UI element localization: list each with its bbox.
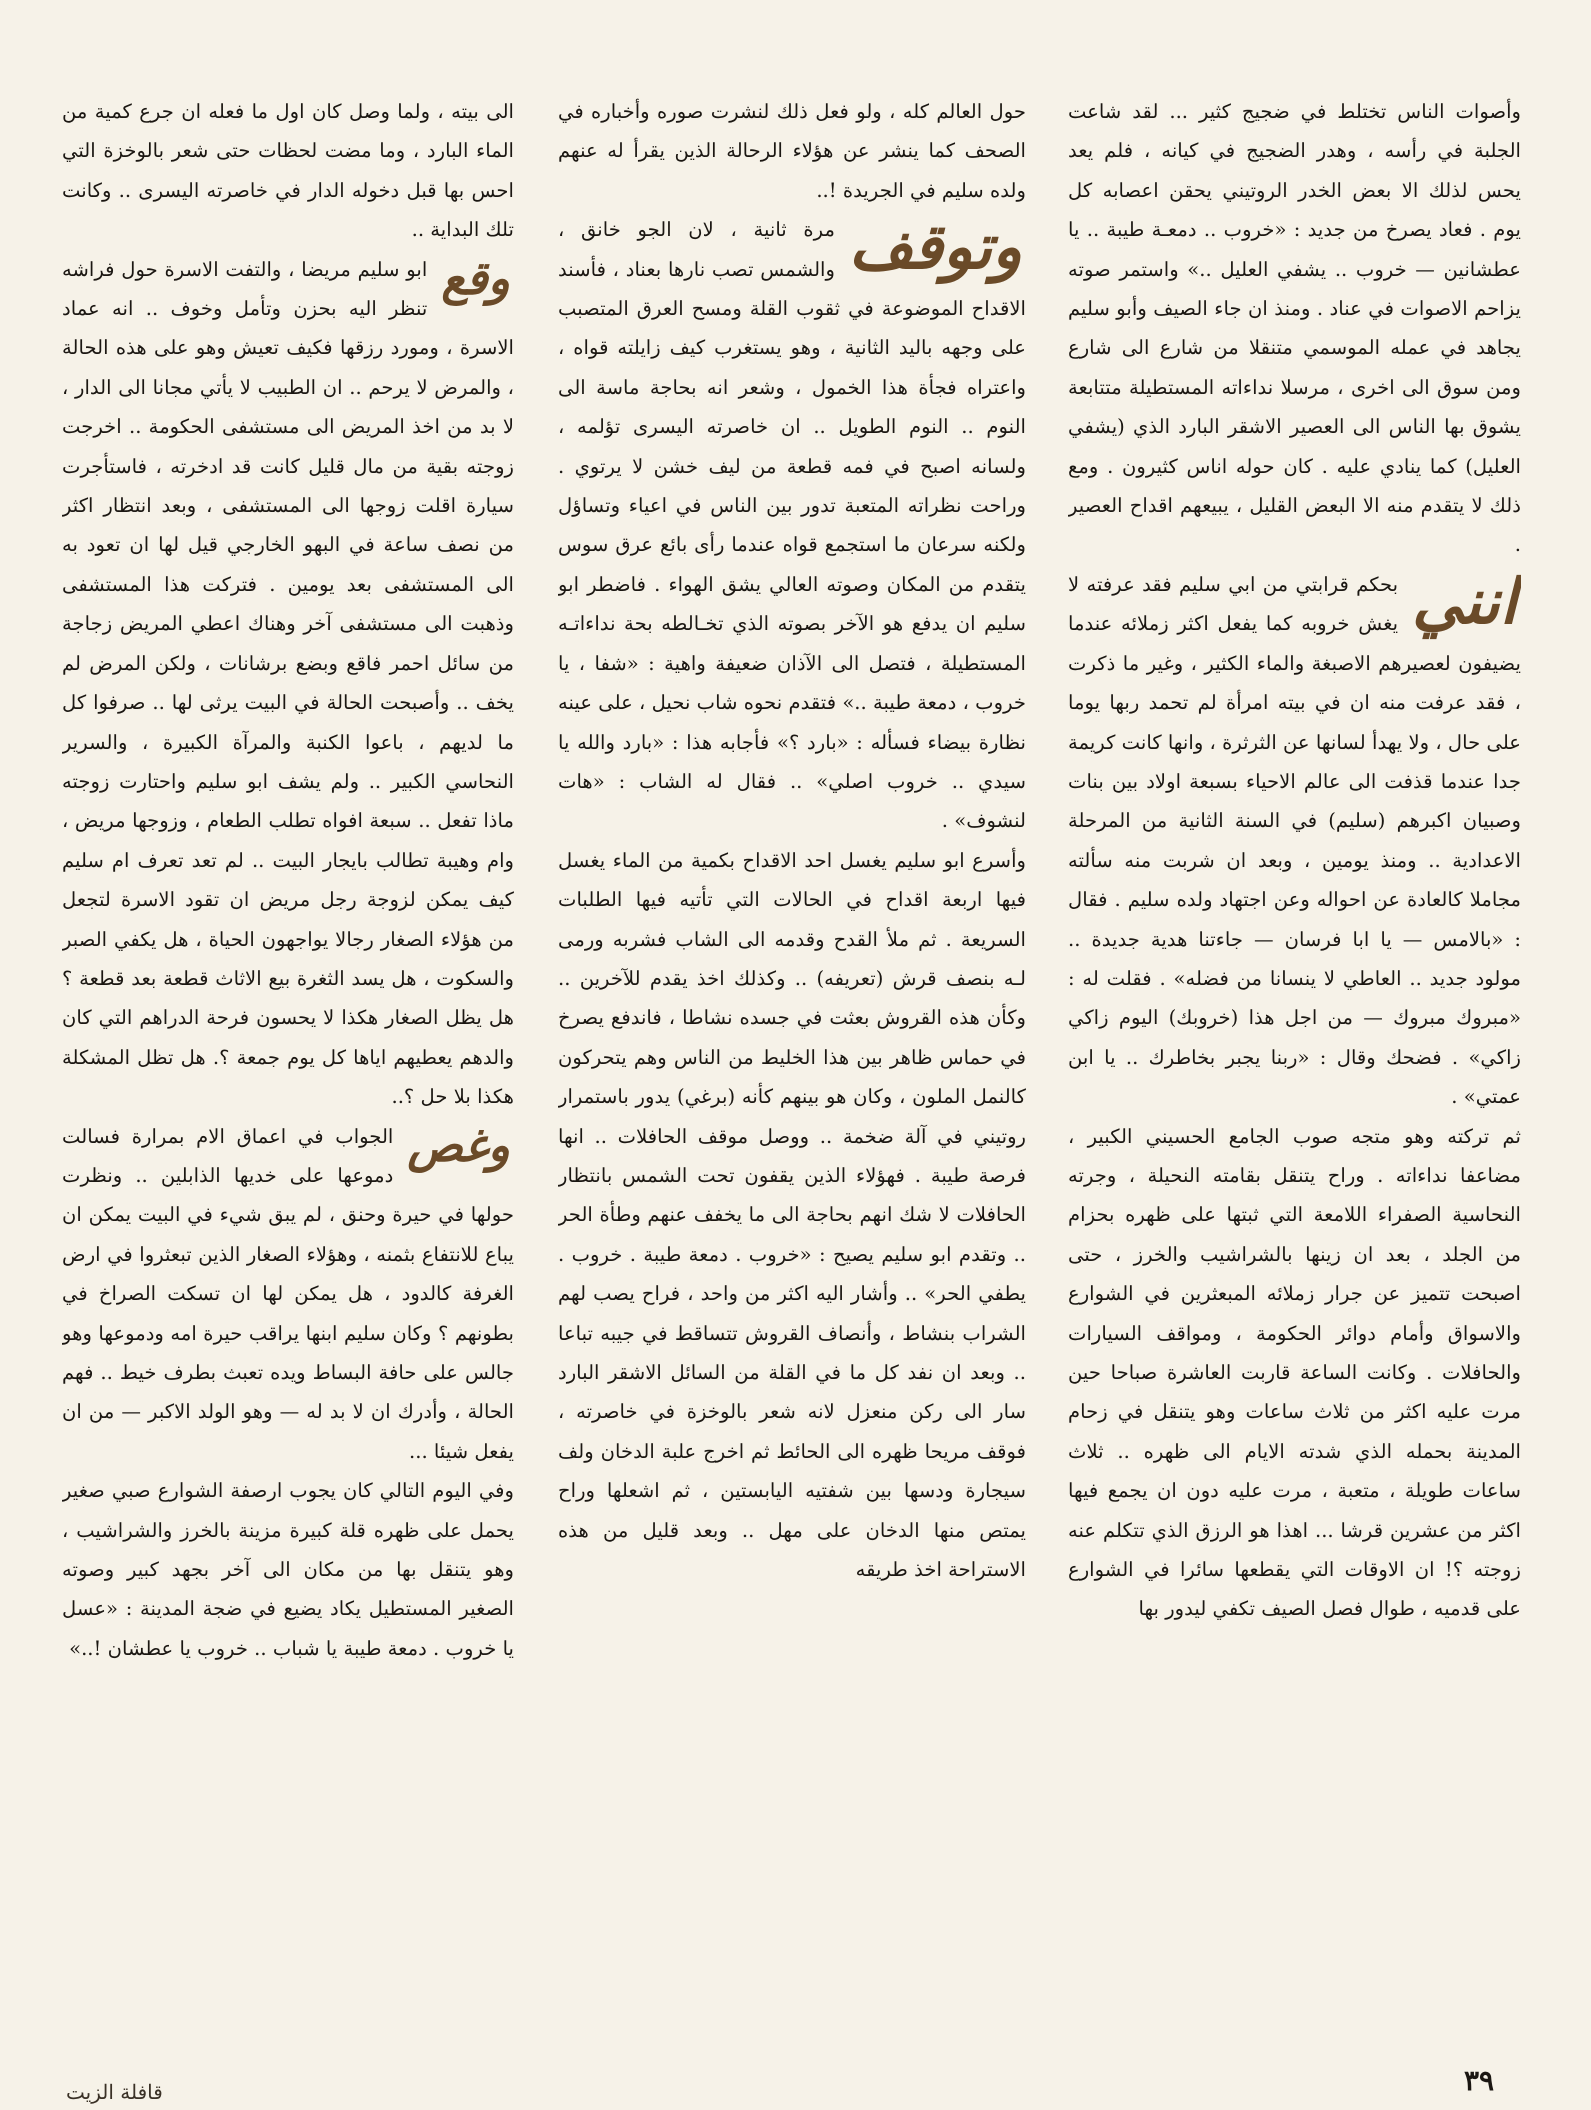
paragraph: ثم تركته وهو متجه صوب الجامع الحسيني الكبير ، مضاعفا نداءاته . وراح يتنقل بقامته النحيلة ، وجرته النحاسية الصفراء اللامعة التي ثبتها على ظهره بحزام من الجلد ، بعد ان زينها بالشراشيب والخرز ، حتى اصبحت تتميز عن جرار زملائه المبعثرين في الشوارع والاسواق وأمام دوائر الحكومة ، ومواقف السيارات والحافلات . وكانت الساعة قاربت العاشرة صباحا حين مرت عليه اكثر من ثلاث ساعات وهو يتنقل في زحام المدينة بحمله الذي شدته الايام الى ظهره .. ثلاث ساعات طويلة ، متعبة ، مرت عليه دون ان يجمع فيها اكثر من عشرين قرشا ... اهذا هو الرزق الذي تتكلم عنه زوجته ؟! ان الاوقات التي يقطعها سائرا في الشوارع على قدميه ، طوال فصل الصيف تكفي ليدور بها [1068,1124,1521,1621]
paragraph: حول العالم كله ، ولو فعل ذلك لنشرت صوره وأخباره في الصحف كما ينشر عن هؤلاء الرحالة الذين يقرأ له عنهم ولده سليم في الجريدة !.. [558,100,1026,202]
paragraph [1068,565,1521,1117]
drop-cap-heading: وغص [407,1117,510,1172]
paragraph: وفي اليوم التالي كان يجوب ارصفة الشوارع صبي صغير يحمل على ظهره قلة كبيرة مزينة بالخرز والشراشيب ، وهو يتنقل بها من مكان الى آخر بجهد كبير وصوته الصغير المستطيل يكاد يضيع في ضجة المدينة : «عسل يا خروب . دمعة طيبة يا شباب .. خروب يا عطشان !..» [62,1479,514,1660]
paragraph-text: بحكم قرابتي من ابي سليم فقد عرفته لا يغش خروبه كما يفعل اكثر زملائه عندما يضيفون لعصيرهم الاصبغة والماء الكثير ، وغير ما ذكرت ، فقد عرفت منه ان في بيته امرأة لم تحمد ربها يوما على حال ، ولا يهدأ لسانها عن الثرثرة ، وانها كانت كريمة جدا عندما قذفت الى عالم الاحياء بسبعة اولاد بين بنات وصبيان اكبرهم (سليم) في السنة الثانية من المرحلة الاعدادية .. ومنذ يومين ، وبعد ان شربت منه سألته مجاملا كالعادة عن احواله وعن اجتهاد ولده سليم . فقال : «بالامس — يا ابا فرسان — جاءتنا هدية جديدة .. مولود جديد .. العاطي لا ينسانا من فضله» . فقلت له : «مبروك مبروك — من اجل هذا (خروبك) اليوم زاكي زاكي» . فضحك وقال : «ربنا يجبر بخاطرك .. يا ابن عمتي» . [1068,572,1521,1109]
drop-cap-heading: وتوقف [848,210,1022,284]
paragraph: وأصوات الناس تختلط في ضجيج كثير ... لقد شاعت الجلبة في رأسه ، وهدر الضجيج في كيانه ، فلم يعد يحس لذلك الا بعض الخدر الروتيني يحقن اعصابه كل يوم . فعاد يصرخ من جديد : «خروب .. دمعـة طيبة .. يا عطشانين — خروب .. يشفي العليل ..» واستمر صوته يزاحم الاصوات في عناد . ومنذ ان جاء الصيف وأبو سليم يجاهد في عمله الموسمي متنقلا من شارع الى شارع ومن سوق الى اخرى ، مرسلا نداءاته المستطيلة متتابعة يشوق بها الناس الى العصير الاشقر البارد الذي (يشفي العليل) كما ينادي عليه . كان حوله اناس كثيرون . ومع ذلك لا يتقدم منه الا البعض القليل ، يبيعهم اقداح العصير . [1068,100,1521,557]
paragraph [558,210,1026,841]
paragraph [62,250,514,1117]
drop-cap-heading: وقع [441,250,510,305]
drop-cap-heading: انني [1412,564,1517,638]
paragraph-text: ابو سليم مريضا ، والتفت الاسرة حول فراشه تنظر اليه بحزن وتأمل وخوف .. انه عماد الاسرة ، ومورد رزقها فكيف تعيش وهو على هذه الحالة ، والمرض لا يرحم .. ان الطبيب لا يأتي مجانا الى الدار ، لا بد من اخذ المريض الى مستشفى الحكومة .. اخرجت زوجته بقية من مال قليل كانت قد ادخرته ، فاستأجرت سيارة اقلت زوجها الى المستشفى ، وبعد انتظار اكثر من نصف ساعة في البهو الخارجي قيل لها ان تعود به الى المستشفى بعد يومين . فتركت هذا المستشفى وذهبت الى مستشفى آخر وهناك اعطي المريض زجاجة من سائل احمر فاقع وبضع برشانات ، ولكن المرض لم يخف .. وأصبحت الحالة في البيت يرثى لها .. صرفوا كل ما لديهم ، باعوا الكنبة والمرآة الكبيرة ، والسرير النحاسي الكبير .. ولم يشف ابو سليم واحتارت زوجته ماذا تفعل .. سبعة افواه تطلب الطعام ، وزوجها مريض ، وام وهيبة تطالب بايجار البيت .. لم تعد تعرف ام سليم كيف يمكن لزوجة رجل مريض ان تقود الاسرة لتجعل من هؤلاء الصغار رجالا يواجهون الحياة ، هل يكفي الصبر والسكوت ، هل يسد الثغرة بيع الاثاث قطعة بعد قطعة ؟ هل يظل الصغار هكذا لا يحسون فرحة الدراهم التي كان والدهم يعطيهم اياها كل يوم جمعة ؟. هل تظل المشكلة هكذا بلا حل ؟.. [62,257,514,1109]
paragraph: الى بيته ، ولما وصل كان اول ما فعله ان جرع كمية من الماء البارد ، وما مضت لحظات حتى شعر بالوخزة التي احس بها قبل دخوله الدار في خاصرته اليسرى .. وكانت تلك البداية .. [62,100,514,242]
article-column-left [62,92,514,2052]
paragraph-text: الجواب في اعماق الام بمرارة فسالت دموعها على خديها الذابلين .. ونظرت حولها في حيرة وحنق ، لم يبق شيء في البيت يمكن ان يباع للانتفاع بثمنه ، وهؤلاء الصغار الذين تبعثروا في ارض الغرفة كالدود ، هل يمكن لها ان تسكت الصراخ في بطونهم ؟ وكان سليم ابنها يراقب حيرة امه ودموعها وهو جالس على حافة البساط ويده تعبث بطرف خيط .. فهم الحالة ، وأدرك ان لا بد له — وهو الولد الاكبر — من ان يفعل شيئا ... [62,1124,514,1463]
page-number: ٣٩ [1464,2064,1495,2097]
magazine-footer-title: قافلة الزيت [66,2080,163,2104]
article-column-middle [558,92,1026,2052]
article-column-right [1068,92,1521,2052]
paragraph [62,1117,514,1472]
paragraph: وأسرع ابو سليم يغسل احد الاقداح بكمية من الماء يغسل فيها اربعة اقداح في الحالات التي تأتيه فيها الطلبات السريعة . ثم ملأ القدح وقدمه الى الشاب فشربه ورمى لـه بنصف قرش (تعريفه) .. وكذلك اخذ يقدم للآخرين .. وكأن هذه القروش بعثت في جسده نشاطا ، فاندفع يصرخ في حماس ظاهر بين هذا الخليط من الناس وهم يتحركون كالنمل الملون ، وكان هو بينهم كأنه (برغي) يدور باستمرار روتيني في آلة ضخمة .. ووصل موقف الحافلات .. انها فرصة طيبة . فهؤلاء الذين يقفون تحت الشمس بانتظار الحافلات لا شك انهم بحاجة الى ما يخفف عنهم وطأة الحر .. وتقدم ابو سليم يصيح : «خروب . دمعة طيبة . خروب . يطفي الحر» .. وأشار اليه اكثر من واحد ، فراح يصب لهم الشراب بنشاط ، وأنصاف القروش تتساقط في جيبه تباعا .. وبعد ان نفد كل ما في القلة من السائل الاشقر البارد سار الى ركن منعزل لانه شعر بالوخزة في خاصرته ، فوقف مريحا ظهره الى الحائط ثم اخرج علبة الدخان ولف سيجارة ودسها بين شفتيه اليابستين ، ثم اشعلها وراح يمتص منها الدخان على مهل .. وبعد قليل من هذه الاستراحة اخذ طريقه [558,848,1026,1582]
paragraph-text: مرة ثانية ، لان الجو خانق ، والشمس تصب نارها بعناد ، فأسند الاقداح الموضوعة في ثقوب القلة ومسح العرق المتصبب على وجهه باليد الثانية ، وهو يستغرب كيف زايلته قواه ، واعتراه فجأة هذا الخمول ، وشعر انه بحاجة ماسة الى النوم .. النوم الطويل .. ان خاصرته اليسرى تؤلمه ، ولسانه اصبح في فمه قطعة من ليف خشن لا يرتوي . وراحت نظراته المتعبة تدور بين الناس في اعياء وتساؤل ولكنه سرعان ما استجمع قواه عندما رأى بائع عرق سوس يتقدم من المكان وصوته العالي يشق الهواء . فاضطر ابو سليم ان يدفع هو الآخر بصوته الذي تخـالطه بحة نداءاتـه المستطيلة ، فتصل الى الآذان ضعيفة واهية : «شفا ، يا خروب ، دمعة طيبة ..» فتقدم نحوه شاب نحيل ، على عينه نظارة بيضاء فسأله : «بارد ؟» فأجابه هذا : «بارد والله يا سيدي .. خروب اصلي» .. فقال له الشاب : «هات لنشوف» . [558,218,1026,833]
